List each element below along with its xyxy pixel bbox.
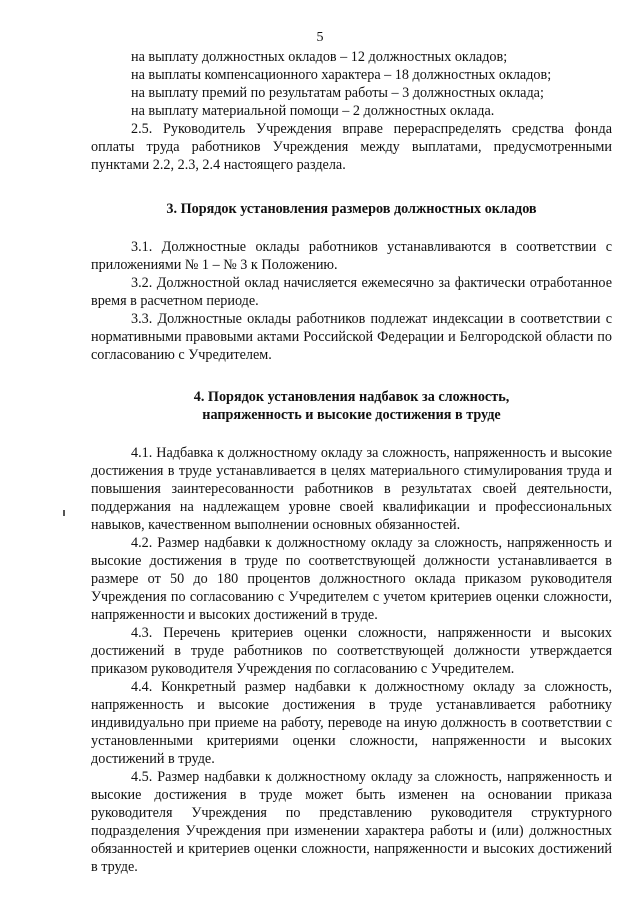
section-4-heading: [91, 388, 612, 424]
paragraph-4-2: 4.2. Размер надбавки к должностному окладу за сложность, напряженность и высокие достижения в труде по соответствующей должности устанавливается в размере от 50 до 180 процентов должностного оклада приказом руководителя Учреждения по согласованию с Учредителем с учетом критериев оценки сложности, напряженности и высоких достижений в труде.: [91, 535, 612, 623]
paragraph-3-2: 3.2. Должностной оклад начисляется ежемесячно за фактически отработанное время в расчетном периоде.: [91, 275, 612, 309]
paragraph-4-4: 4.4. Конкретный размер надбавки к должностному окладу за сложность, напряженность и высокие достижения в труде устанавливается работнику индивидуально при приеме на работу, переводе на иную должность в соответствии с установленными критериями оценки сложности, напряженности и высоких достижений в труде.: [91, 679, 612, 767]
section-4-heading-line-2: напряженность и высокие достижения в труде: [202, 407, 501, 423]
intro-list: [91, 48, 612, 120]
page-number: 5: [316, 30, 324, 45]
paragraph-4-3: 4.3. Перечень критериев оценки сложности, напряженности и высоких достижений в труде работников по соответствующей должности утверждается приказом руководителя Учреждения по согласованию с Учредителем.: [91, 625, 612, 677]
intro-line: на выплату премий по результатам работы – 3 должностных оклада;: [131, 85, 544, 101]
paragraph-2-5: 2.5. Руководитель Учреждения вправе перераспределять средства фонда оплаты труда работников Учреждения между выплатами, предусмотренными пунктами 2.2, 2.3, 2.4 настоящего раздела.: [91, 121, 612, 173]
paragraph-4-5: 4.5. Размер надбавки к должностному окладу за сложность, напряженность и высокие достижения в труде может быть изменен на основании приказа руководителя Учреждения по представлению руководителя структурного подразделения Учреждения при изменении характера работы и (или) должностных обязанностей и критериев оценки сложности, напряженности и высоких достижений в труде.: [91, 769, 612, 875]
paragraph-4-1: 4.1. Надбавка к должностному окладу за сложность, напряженность и высокие достижения в труде устанавливается в целях материального стимулирования труда и повышения заинтересованности работников в результатах своей деятельности, поддержания на надлежащем уровне своей квалификации и профессиональных навыков, качественном выполнении основных обязанностей.: [91, 445, 612, 533]
document-body: [91, 48, 612, 876]
section-3-heading: 3. Порядок установления размеров должностных окладов: [166, 201, 537, 217]
intro-line: на выплату материальной помощи – 2 должностных оклада.: [131, 103, 495, 119]
section-4-heading-line-1: 4. Порядок установления надбавок за сложность,: [193, 389, 510, 405]
paragraph-3-3: 3.3. Должностные оклады работников подлежат индексации в соответствии с нормативными правовыми актами Российской Федерации и Белгородской области по согласованию с Учредителем.: [91, 311, 612, 363]
scan-artifact: [63, 510, 65, 516]
intro-line: на выплаты компенсационного характера – 18 должностных окладов;: [131, 67, 552, 83]
intro-line: на выплату должностных окладов – 12 должностных окладов;: [131, 49, 508, 65]
paragraph-3-1: 3.1. Должностные оклады работников устанавливаются в соответствии с приложениями № 1 – № 3 к Положению.: [91, 239, 612, 273]
